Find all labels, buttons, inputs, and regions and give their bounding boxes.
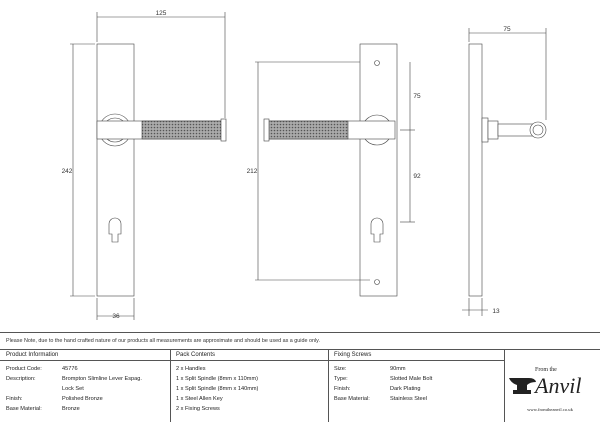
product-information xyxy=(0,349,170,422)
anvil-icon xyxy=(507,370,537,400)
screw-row: Type: Slotted Male Bolt xyxy=(334,376,433,382)
logo-brand: Anvil xyxy=(535,373,582,398)
front-view xyxy=(70,12,226,320)
brand-logo xyxy=(505,360,595,418)
info-row: Base Material: Bronze xyxy=(6,406,80,412)
side-view xyxy=(462,28,546,316)
dim-rear-lower: 92 xyxy=(413,173,421,180)
screw-row: Base Material: Stainless Steel xyxy=(334,396,428,402)
pack-item: 2 x Handles xyxy=(176,366,206,372)
dim-rear-height: 212 xyxy=(246,168,258,175)
rear-view xyxy=(255,44,415,296)
pack-item: 1 x Split Spindle (8mm x 140mm) xyxy=(176,386,259,392)
dim-side-depth: 13 xyxy=(492,308,500,315)
fixing-screws xyxy=(328,349,504,422)
info-row: Finish: Polished Bronze xyxy=(6,396,103,402)
screw-row: Size: 90mm xyxy=(334,366,406,372)
pack-item: 1 x Steel Allen Key xyxy=(176,396,223,402)
info-row: Description: Brompton Slimline Lever Espag. Lock Set xyxy=(6,376,142,392)
screw-row: Finish: Dark Plating xyxy=(334,386,421,392)
pack-contents-heading: Pack Contents xyxy=(170,349,328,361)
dim-front-height: 242 xyxy=(61,168,73,175)
pack-item: 2 x Fixing Screws xyxy=(176,406,220,412)
dim-backplate-width: 36 xyxy=(112,313,120,320)
measurement-note: Please Note, due to the hand crafted nature of our products all measurements are approximate and should be used as a guide only. xyxy=(6,338,320,344)
dim-front-width: 125 xyxy=(155,10,167,17)
info-row: Product Code: 45776 xyxy=(6,366,78,372)
pack-item: 1 x Split Spindle (8mm x 110mm) xyxy=(176,376,258,382)
dim-side-projection: 75 xyxy=(503,26,511,33)
product-information-heading: Product Information xyxy=(0,349,170,361)
logo-website: www.fromtheanvil.co.uk xyxy=(527,407,573,412)
dim-rear-upper: 75 xyxy=(413,93,421,100)
pack-contents xyxy=(170,349,328,422)
fixing-screws-heading: Fixing Screws xyxy=(328,349,504,361)
logo-tagline: From the xyxy=(535,367,557,373)
